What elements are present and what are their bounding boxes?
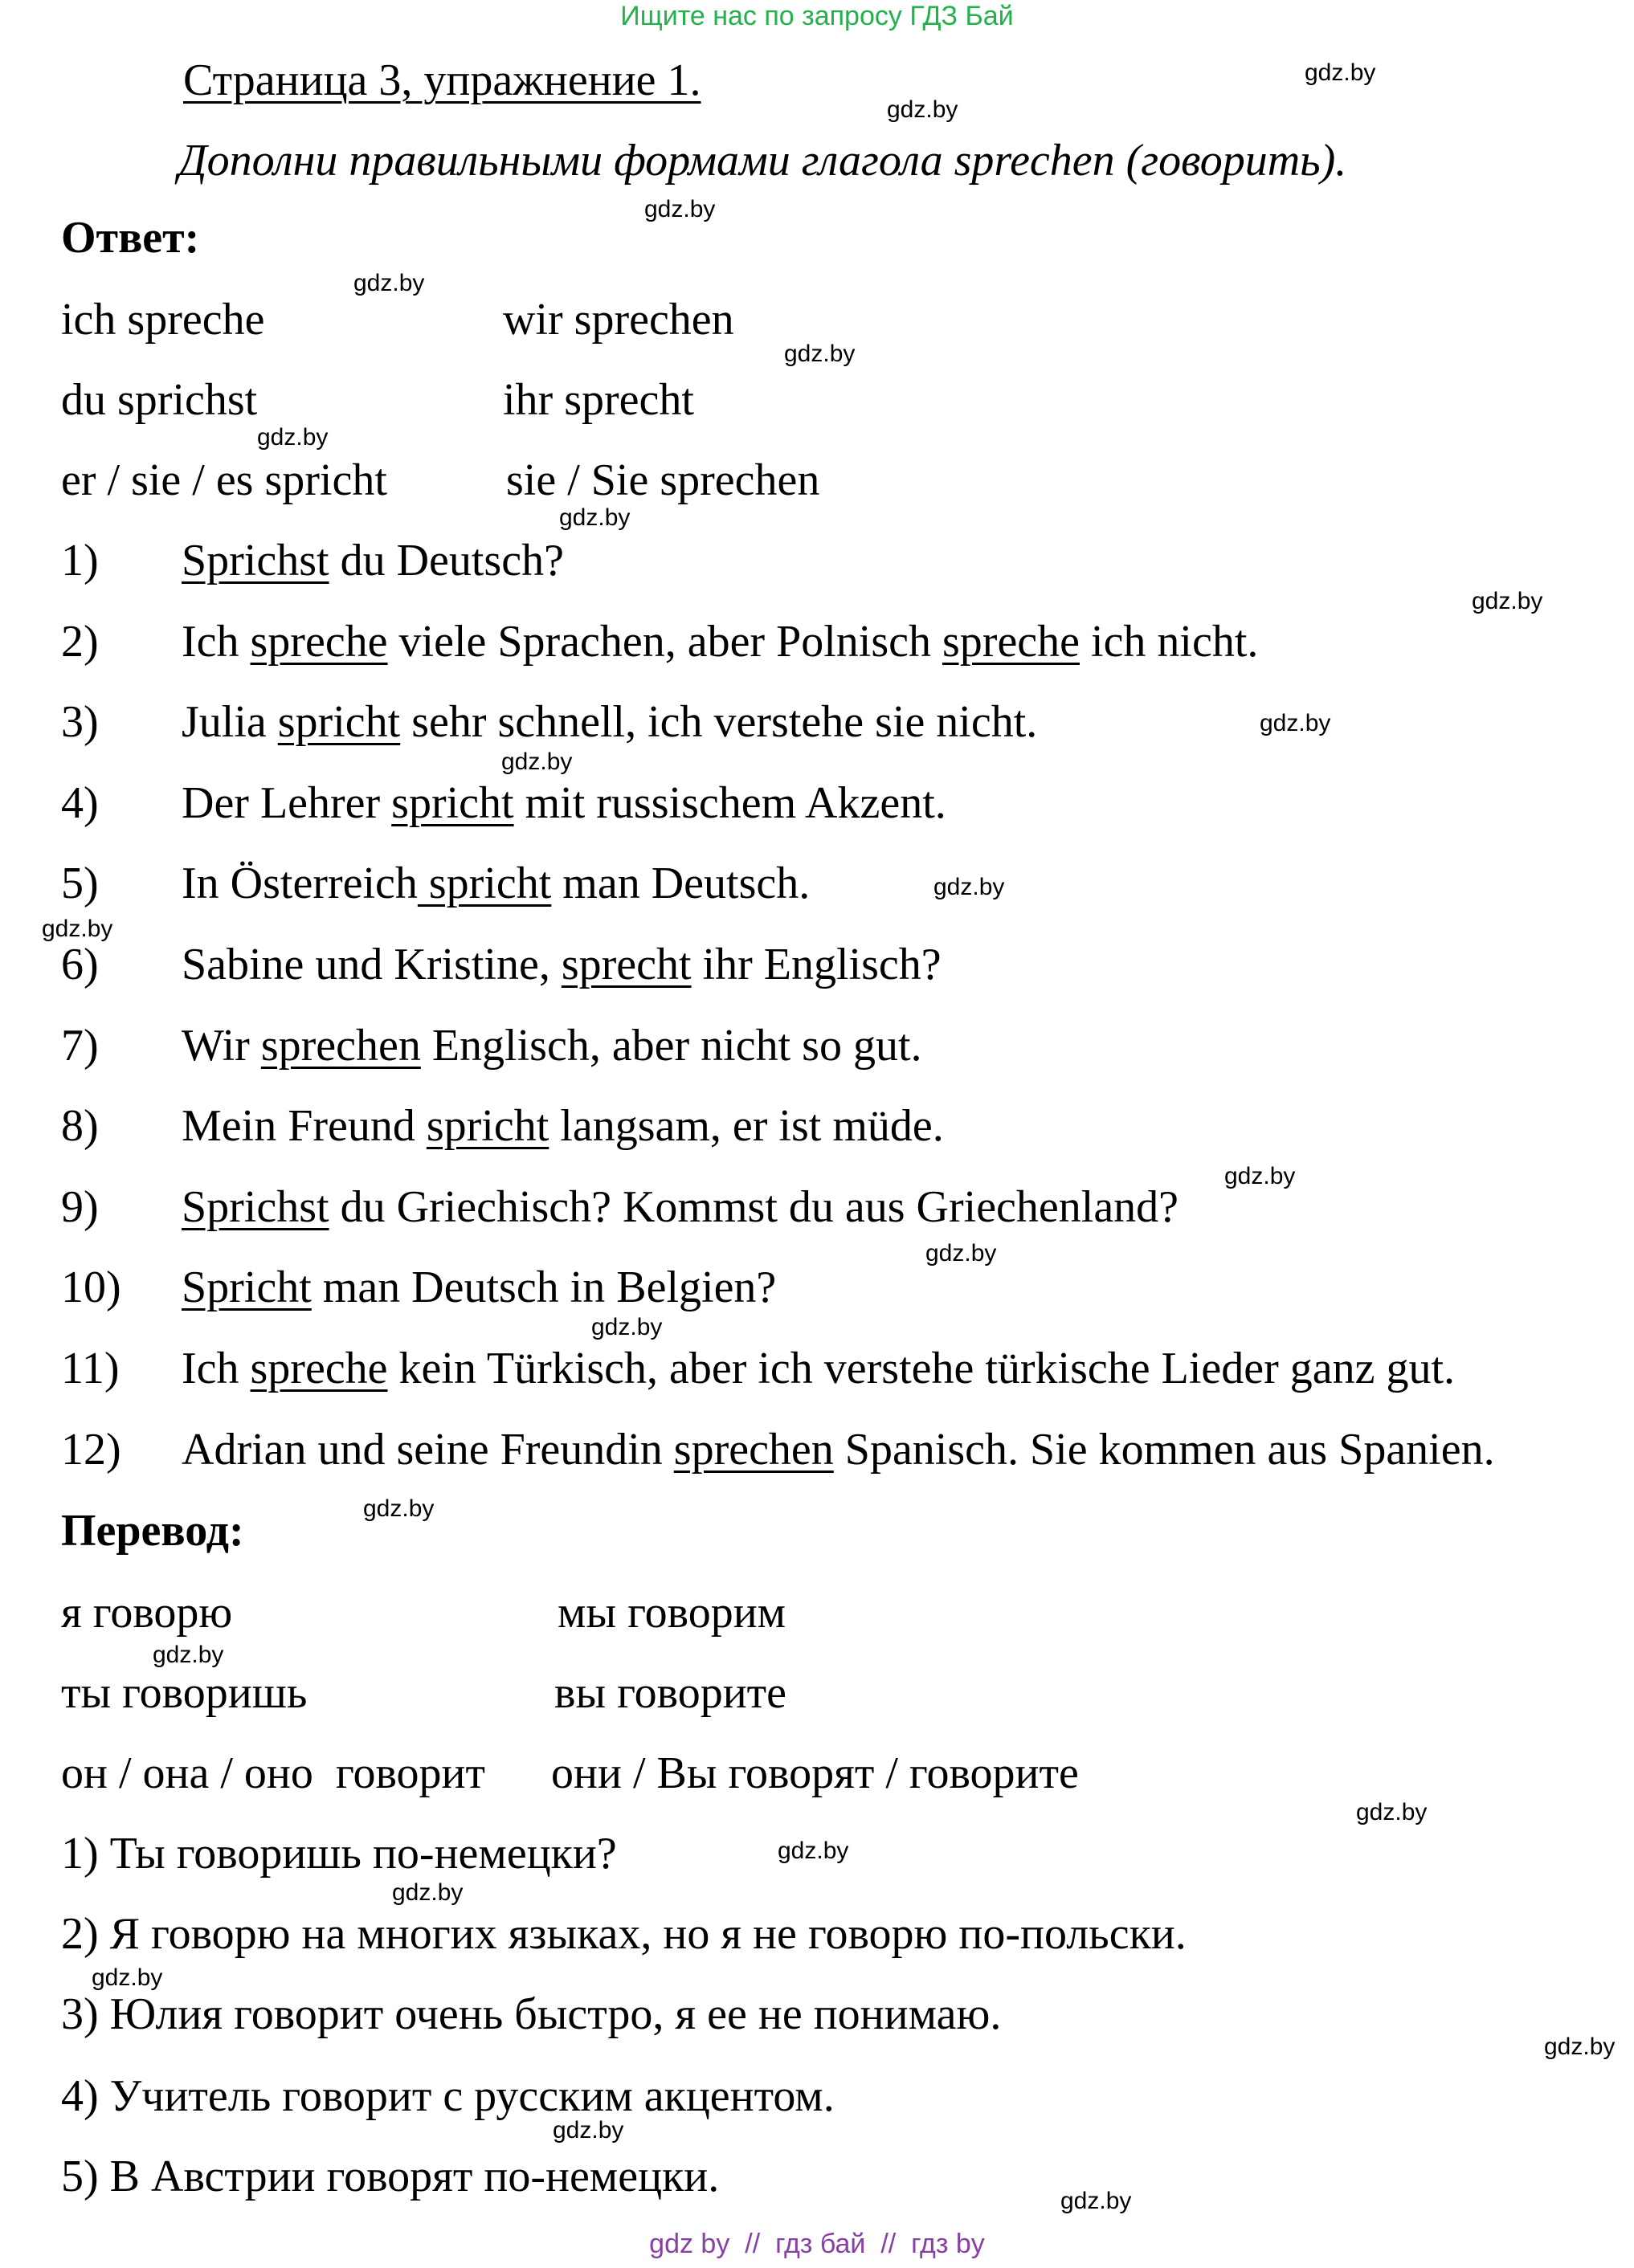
sentence-part: Der Lehrer (182, 778, 392, 828)
sentence-number: 4) (61, 778, 99, 828)
tr-conj-right-3: они / Вы говорят / говорите (551, 1748, 1079, 1798)
verb-answer: spreche (942, 617, 1080, 667)
watermark: gdz.by (591, 1314, 663, 1340)
watermark: gdz.by (887, 96, 958, 123)
task-text: Дополни правильными формами глагола sprechen (говорить). (178, 136, 1347, 186)
translation-1: 1) Ты говоришь по-немецки? (61, 1829, 617, 1878)
sentence-text (182, 1181, 1179, 1233)
sentence-text (182, 1100, 944, 1152)
verb-answer: spricht (277, 697, 401, 747)
sentence-text (182, 1020, 922, 1071)
sentence-part: Wir (182, 1021, 261, 1071)
sentence-part: kein Türkisch, aber ich verstehe türkische Lieder ganz gut. (387, 1344, 1455, 1393)
sentence-part: ihr Englisch? (691, 940, 942, 989)
verb-answer: spreche (250, 1344, 388, 1393)
translation-3: 3) Юлия говорит очень быстро, я ее не понимаю. (61, 1989, 1002, 2039)
sentence-part: In Österreich (182, 859, 418, 908)
watermark: gdz.by (1544, 2033, 1616, 2060)
sentence-number: 12) (61, 1425, 121, 1475)
top-banner: Ищите нас по запросу ГДЗ Бай (620, 1, 1014, 31)
sentence-part: viele Sprachen, aber Polnisch (387, 617, 942, 667)
sentence-part: Englisch, aber nicht so gut. (420, 1021, 922, 1071)
sentence-number: 7) (61, 1021, 99, 1071)
verb-answer: sprechen (673, 1425, 834, 1475)
sentence-number: 9) (61, 1182, 99, 1232)
watermark: gdz.by (778, 1838, 849, 1864)
sentence-text (182, 696, 1037, 748)
verb-answer: spreche (250, 617, 388, 667)
translation-heading: Перевод: (61, 1506, 244, 1556)
watermark: gdz.by (257, 424, 329, 451)
sentence-part: man Deutsch in Belgien? (311, 1262, 777, 1312)
tr-conj-left-3: он / она / оно говорит (61, 1748, 485, 1798)
tr-conj-left-1: я говорю (61, 1588, 233, 1638)
sentence-part: ich nicht. (1080, 617, 1259, 667)
watermark: gdz.by (501, 749, 573, 775)
conj-left-2: du sprichst (61, 375, 258, 425)
sentence-text (182, 1262, 776, 1313)
sentence-part: Ich (182, 1344, 251, 1393)
conj-right-2: ihr sprecht (503, 375, 694, 425)
sentence-part: sehr schnell, ich verstehe sie nicht. (400, 697, 1038, 747)
sentence-text (182, 858, 810, 909)
sentence-text (182, 777, 946, 829)
answer-heading: Ответ: (61, 213, 200, 263)
verb-answer: Spricht (182, 1262, 312, 1312)
verb-answer: spricht (417, 859, 552, 908)
conj-left-3: er / sie / es spricht (61, 455, 387, 505)
verb-answer: Sprichst (182, 536, 329, 585)
watermark: gdz.by (1060, 2188, 1132, 2214)
watermark: gdz.by (92, 1964, 163, 1991)
sentence-part: du Griechisch? Kommst du aus Griechenland? (329, 1182, 1179, 1232)
sentence-text (182, 616, 1258, 667)
watermark: gdz.by (1472, 588, 1543, 614)
tr-conj-right-1: мы говорим (558, 1588, 786, 1638)
watermark: gdz.by (784, 341, 856, 367)
sentence-number: 10) (61, 1262, 121, 1312)
sentence-part: Sabine und Kristine, (182, 940, 562, 989)
sentence-number: 3) (61, 697, 99, 747)
footer-separator: // (880, 2229, 897, 2259)
watermark: gdz.by (42, 916, 113, 942)
translation-5: 5) В Австрии говорят по-немецки. (61, 2152, 720, 2201)
watermark: gdz.by (1356, 1799, 1428, 1825)
watermark: gdz.by (1305, 59, 1376, 86)
verb-answer: sprechen (260, 1021, 421, 1071)
sentence-text (182, 1343, 1455, 1394)
sentence-number: 11) (61, 1344, 120, 1393)
footer-item[interactable]: gdz by (649, 2229, 730, 2259)
sentence-part: du Deutsch? (329, 536, 564, 585)
sentence-number: 8) (61, 1101, 99, 1151)
watermark: gdz.by (925, 1240, 997, 1267)
watermark: gdz.by (559, 504, 631, 531)
sentence-text (182, 939, 942, 990)
verb-answer: Sprichst (182, 1182, 329, 1232)
watermark: gdz.by (363, 1495, 435, 1522)
footer-separator: // (745, 2229, 761, 2259)
footer-item[interactable]: гдз by (911, 2229, 985, 2259)
conj-left-1: ich spreche (61, 295, 265, 345)
sentence-text (182, 1424, 1495, 1475)
sentence-part: Mein Freund (182, 1101, 427, 1151)
translation-2: 2) Я говорю на многих языках, но я не говорю по-польски. (61, 1909, 1187, 1959)
sentence-part: Julia (182, 697, 278, 747)
sentence-part: man Deutsch. (551, 859, 811, 908)
watermark: gdz.by (644, 196, 716, 222)
translation-4: 4) Учитель говорит с русским акцентом. (61, 2071, 835, 2121)
watermark: gdz.by (153, 1642, 224, 1668)
tr-conj-right-2: вы говорите (554, 1668, 786, 1718)
watermark: gdz.by (353, 270, 425, 296)
watermark: gdz.by (392, 1879, 464, 1906)
sentence-part: Adrian und seine Freundin (182, 1425, 674, 1475)
verb-answer: sprecht (561, 940, 692, 989)
sentence-text (182, 535, 564, 586)
watermark: gdz.by (1260, 710, 1331, 736)
sentence-part: mit russischem Akzent. (513, 778, 946, 828)
sentence-number: 2) (61, 617, 99, 667)
sentence-number: 6) (61, 940, 99, 989)
verb-answer: spricht (426, 1101, 549, 1151)
footer-item[interactable]: гдз бай (775, 2229, 866, 2259)
conj-right-1: wir sprechen (503, 295, 734, 345)
watermark: gdz.by (553, 2117, 624, 2144)
tr-conj-left-2: ты говоришь (61, 1668, 308, 1718)
sentence-part: Ich (182, 617, 251, 667)
sentence-number: 1) (61, 536, 99, 585)
sentence-number: 5) (61, 859, 99, 908)
watermark: gdz.by (1224, 1163, 1296, 1189)
page-title: Страница 3, упражнение 1. (183, 55, 701, 105)
sentence-part: Spanisch. Sie kommen aus Spanien. (833, 1425, 1495, 1475)
verb-answer: spricht (391, 778, 514, 828)
watermark: gdz.by (933, 874, 1005, 900)
conj-right-3: sie / Sie sprechen (506, 455, 820, 505)
sentence-part: langsam, er ist müde. (549, 1101, 944, 1151)
footer (0, 2228, 1634, 2260)
